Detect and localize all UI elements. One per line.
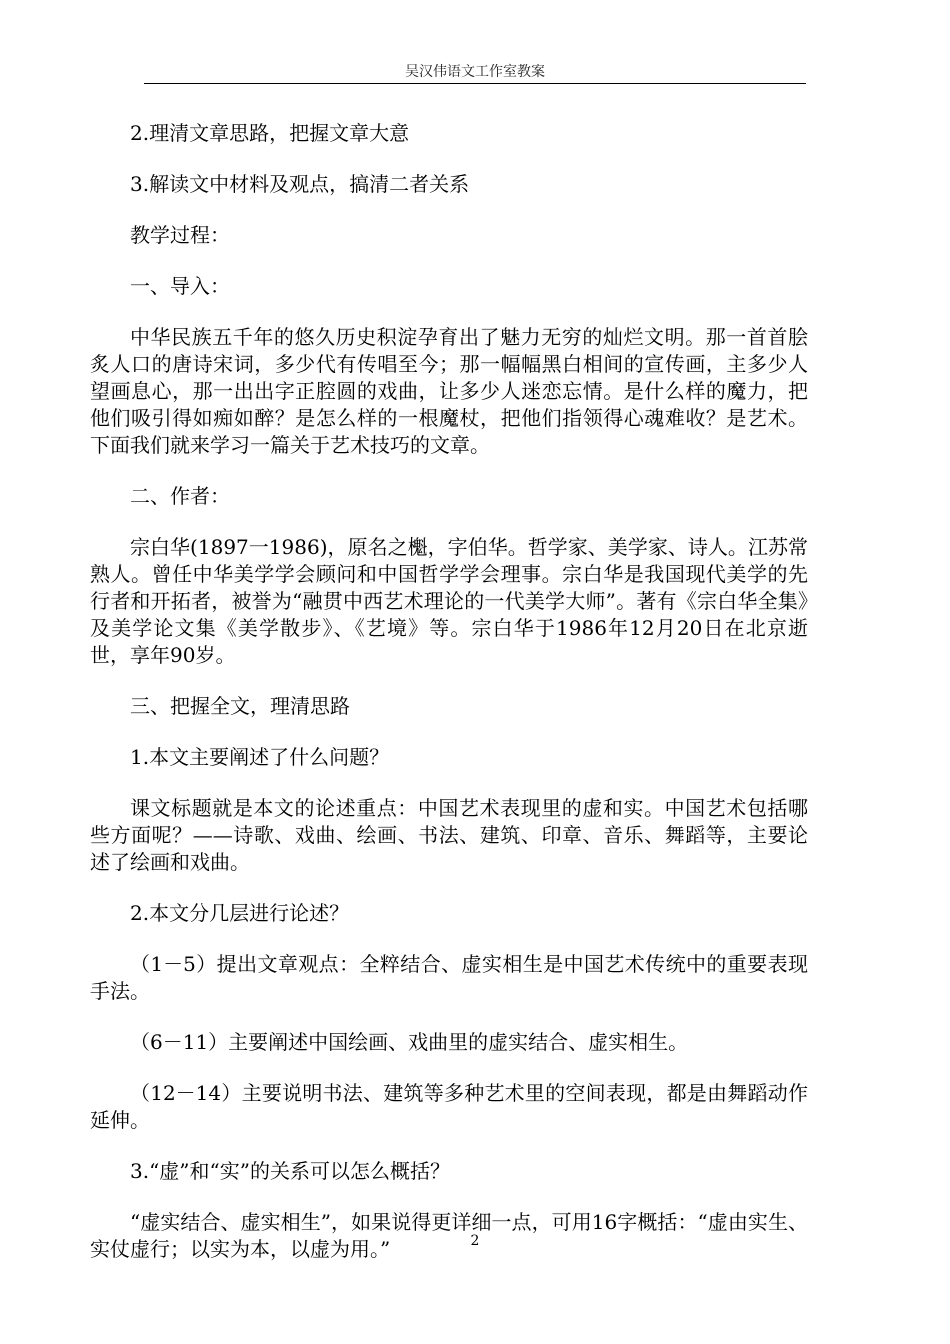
author-paragraph: 宗白华(1897一1986)，原名之櫆，字伯华。哲学家、美学家、诗人。江苏常熟人。曾任中华美学学会顾问和中国哲学学会理事。宗白华是我国现代美学的先行者和开拓者，被誉为“融贯中西艺术理论的一代美学大师”。著有《宗白华全集》及美学论文集《美学散步》、《艺境》等。宗白华于1986年12月20日在北京逝世，享年90岁。: [90, 535, 808, 667]
objective-3: 3.解读文中材料及观点，搞清二者关系: [130, 172, 470, 196]
page-header: 吴汉伟语文工作室教案: [405, 64, 545, 80]
teaching-process-heading: 教学过程：: [130, 223, 230, 247]
structure-part-1: （1－5）提出文章观点：全粹结合、虚实相生是中国艺术传统中的重要表现手法。: [90, 952, 808, 1003]
document-body: [90, 120, 808, 1263]
objective-2: 2.理清文章思路，把握文章大意: [130, 121, 410, 145]
question-1: 1.本文主要阐述了什么问题？: [130, 745, 390, 769]
intro-paragraph: 中华民族五千年的悠久历史积淀孕育出了魅力无穷的灿烂文明。那一首首脍炙人口的唐诗宋词，多少代有传唱至今；那一幅幅黑白相间的宣传画，主多少人望画息心，那一出出字正腔圆的戏曲，让多少人迷恋忘情。是什么样的魔力，把他们吸引得如痴如醉？是怎么样的一根魔杖，把他们指领得心魂难收？是艺术。下面我们就来学习一篇关于艺术技巧的文章。: [90, 325, 808, 457]
header-divider: [144, 83, 806, 84]
page-number: 2: [470, 1233, 480, 1249]
section-author-heading: 二、作者：: [130, 484, 230, 508]
answer-3: “虚实结合、虚实相生”，如果说得更详细一点，可用16字概括：“虚由实生、实仗虚行；以实为本，以虚为用。”: [90, 1210, 808, 1261]
structure-part-3: （12－14）主要说明书法、建筑等多种艺术里的空间表现，都是由舞蹈动作延伸。: [90, 1081, 808, 1132]
section-intro-heading: 一、导入：: [130, 274, 230, 298]
question-3: 3.“虚”和“实”的关系可以怎么概括？: [130, 1159, 450, 1183]
structure-part-2: （6－11）主要阐述中国绘画、戏曲里的虚实结合、虚实相生。: [130, 1030, 689, 1054]
question-2: 2.本文分几层进行论述？: [130, 901, 350, 925]
section-overview-heading: 三、把握全文，理清思路: [130, 694, 350, 718]
answer-1: 课文标题就是本文的论述重点：中国艺术表现里的虚和实。中国艺术包括哪些方面呢？——诗歌、戏曲、绘画、书法、建筑、印章、音乐、舞蹈等，主要论述了绘画和戏曲。: [90, 796, 808, 874]
